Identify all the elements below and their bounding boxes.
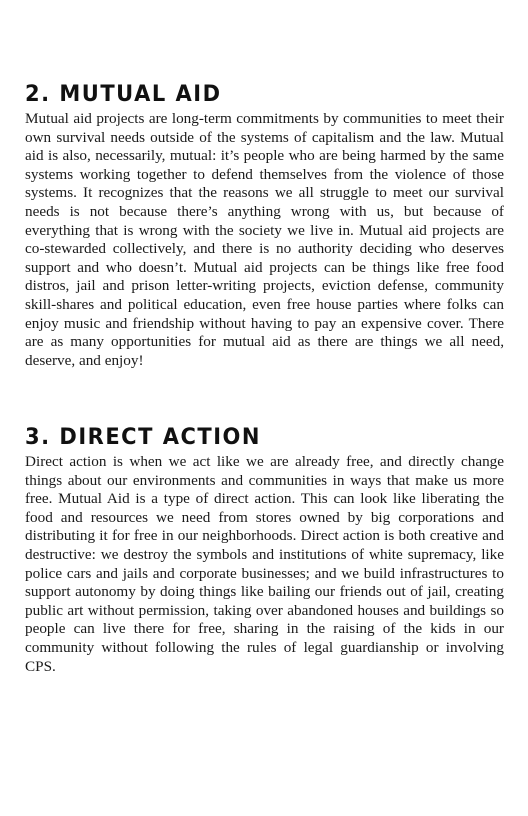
document-page [25,0,504,816]
section-direct-action [25,423,504,676]
section-heading-mutual-aid: 2. MUTUAL AID [25,81,222,107]
section-heading-direct-action: 3. DIRECT ACTION [25,424,261,450]
section-body-mutual-aid: Mutual aid projects are long-term commitments by communities to meet their own survival needs outside of the systems of capitalism and the law. Mutual aid is also, necessarily, mutual: it’s people who are being harmed by the same systems working together to defend themselves from the violence of those systems. It recognizes that the reasons we all struggle to meet our survival needs is not because there’s anything wrong with us, but because of everything that is wrong with the society we live in. Mutual aid projects are co-stewarded collectively, and there is no authority deciding who deserves support and who doesn’t. Mutual aid projects can be things like free food distros, jail and prison letter-writing projects, eviction defense, community skill-shares and political education, even free house parties where folks can enjoy music and friendship without having to pay an expensive cover. There are as many opportunities for mutual aid as there are things we all need, deserve, and enjoy! [25,110,504,369]
section-mutual-aid [25,80,504,370]
section-body-direct-action: Direct action is when we act like we are already free, and directly change things about our environments and communities in ways that make us more free. Mutual Aid is a type of direct action. This can look like liberating the food and resources we need from stores owned by big corporations and distributing it for free in our neighborhoods. Direct action is both creative and destructive: we destroy the symbols and institutions of white supremacy, like police cars and jails and corporate businesses; and we build infrastructures to support autonomy by doing things like bailing our friends out of jail, creating public art without permission, taking over abandoned houses and buildings so people can live there for free, sharing in the raising of the kids in our community without following the rules of legal guardianship or involving CPS. [25,453,504,675]
